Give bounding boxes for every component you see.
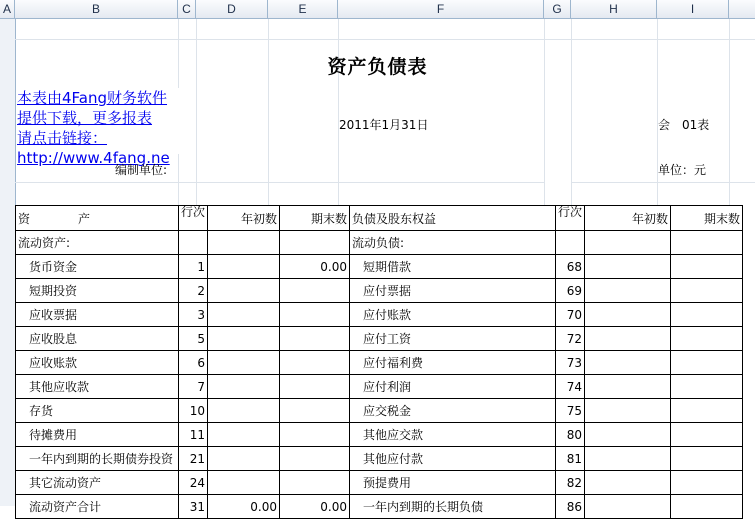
asset-name-cell[interactable]: 待摊费用 [16,423,179,447]
liability-begin-cell[interactable] [585,399,671,423]
liability-row-no-cell[interactable] [556,231,585,255]
asset-name-cell[interactable]: 应收账款 [16,351,179,375]
column-header-f[interactable]: F [338,0,544,18]
liability-end-cell[interactable] [671,231,743,255]
liability-end-cell[interactable] [671,423,743,447]
liability-end-cell[interactable] [671,279,743,303]
table-row [16,351,743,375]
table-row [16,471,743,495]
asset-begin-cell[interactable] [208,303,280,327]
asset-begin-cell[interactable] [208,351,280,375]
asset-name-cell[interactable]: 一年内到期的长期债券投资 [16,447,179,471]
liability-name-cell[interactable]: 应付账款 [350,303,556,327]
liability-begin-cell[interactable] [585,303,671,327]
gridline [338,19,339,205]
asset-begin-cell[interactable] [208,399,280,423]
header-end-2[interactable]: 期末数 [671,206,743,231]
asset-row-no-cell[interactable]: 1 [179,255,208,279]
unit-label: 单位：元 [658,163,707,177]
header-row-no[interactable]: 行次 [179,206,208,231]
asset-end-cell[interactable] [280,351,350,375]
asset-name-cell[interactable]: 其他应收款 [16,375,179,399]
liability-row-no-cell[interactable]: 68 [556,255,585,279]
balance-sheet-table [15,205,743,519]
asset-end-cell[interactable] [280,447,350,471]
liability-end-cell[interactable] [671,471,743,495]
table-row [16,423,743,447]
asset-end-cell[interactable] [280,231,350,255]
asset-row-no-cell[interactable]: 11 [179,423,208,447]
liability-row-no-cell[interactable]: 80 [556,423,585,447]
column-header-a[interactable]: A [0,0,15,18]
liability-end-cell[interactable] [671,399,743,423]
asset-name-cell[interactable]: 其它流动资产 [16,471,179,495]
asset-begin-cell[interactable] [208,471,280,495]
table-header-row [16,206,743,231]
asset-row-no-cell[interactable]: 6 [179,351,208,375]
header-begin[interactable]: 年初数 [208,206,280,231]
liability-name-cell[interactable]: 应交税金 [350,399,556,423]
asset-row-no-cell[interactable]: 24 [179,471,208,495]
form-label: 会 [658,118,671,132]
asset-begin-cell[interactable] [208,279,280,303]
table-row [16,495,743,519]
liability-row-no-cell[interactable]: 74 [556,375,585,399]
column-header-bar [0,0,755,19]
page-title: 资产负债表 [327,56,428,78]
liability-end-cell[interactable] [671,303,743,327]
asset-row-no-cell[interactable]: 21 [179,447,208,471]
asset-end-cell[interactable] [280,423,350,447]
liability-name-cell[interactable]: 其他应交款 [350,423,556,447]
gridline [196,19,197,205]
asset-end-cell[interactable]: 0.00 [280,495,350,519]
table-row [16,279,743,303]
liability-name-cell[interactable]: 预提费用 [350,471,556,495]
liability-name-cell[interactable]: 应付福利费 [350,351,556,375]
liability-name-cell[interactable]: 应付利润 [350,375,556,399]
asset-end-cell[interactable] [280,471,350,495]
asset-row-no-cell[interactable]: 31 [179,495,208,519]
blank-cell-area [545,88,571,204]
asset-row-no-cell[interactable]: 2 [179,279,208,303]
asset-begin-cell[interactable] [208,447,280,471]
asset-end-cell[interactable] [280,375,350,399]
liability-name-cell[interactable]: 流动负债: [350,231,556,255]
header-liabilities[interactable]: 负债及股东权益 [350,206,556,231]
asset-end-cell[interactable] [280,279,350,303]
asset-name-cell[interactable]: 货币资金 [16,255,179,279]
liability-end-cell[interactable] [671,327,743,351]
table-row [16,399,743,423]
gridline [571,19,572,205]
asset-begin-cell[interactable] [208,327,280,351]
column-header-h[interactable]: H [571,0,657,18]
liability-name-cell[interactable]: 短期借款 [350,255,556,279]
report-date: 2011年1月31日 [339,118,429,132]
table-row [16,327,743,351]
asset-name-cell[interactable]: 流动资产合计 [16,495,179,519]
gridline [268,19,269,205]
asset-row-no-cell[interactable]: 7 [179,375,208,399]
liability-begin-cell[interactable] [585,495,671,519]
liability-begin-cell[interactable] [585,231,671,255]
column-header-b[interactable]: B [15,0,178,18]
table-row [16,375,743,399]
liability-begin-cell[interactable] [585,279,671,303]
asset-row-no-cell[interactable]: 5 [179,327,208,351]
asset-row-no-cell[interactable]: 3 [179,303,208,327]
liability-begin-cell[interactable] [585,447,671,471]
liability-begin-cell[interactable] [585,327,671,351]
column-header-i[interactable]: I [657,0,729,18]
column-header-e[interactable]: E [268,0,338,18]
liability-name-cell[interactable]: 应付工资 [350,327,556,351]
liability-row-no-cell[interactable]: 72 [556,327,585,351]
asset-end-cell[interactable]: 0.00 [280,255,350,279]
asset-end-cell[interactable] [280,327,350,351]
header-assets[interactable]: 资 产 [16,206,179,231]
column-header-c[interactable]: C [178,0,196,18]
column-header-d[interactable]: D [196,0,268,18]
liability-row-no-cell[interactable]: 82 [556,471,585,495]
gridline [15,39,755,40]
liability-row-no-cell[interactable]: 81 [556,447,585,471]
asset-name-cell[interactable]: 应收股息 [16,327,179,351]
asset-begin-cell[interactable] [208,375,280,399]
liability-row-no-cell[interactable]: 73 [556,351,585,375]
liability-end-cell[interactable] [671,255,743,279]
liability-begin-cell[interactable] [585,351,671,375]
asset-end-cell[interactable] [280,303,350,327]
table-row [16,231,743,255]
liability-end-cell[interactable] [671,375,743,399]
liability-end-cell[interactable] [671,495,743,519]
asset-row-no-cell[interactable]: 10 [179,399,208,423]
asset-name-cell[interactable]: 存货 [16,399,179,423]
column-header-j[interactable] [729,0,755,18]
liability-name-cell[interactable]: 一年内到期的长期负债 [350,495,556,519]
liability-row-no-cell[interactable]: 86 [556,495,585,519]
asset-name-cell[interactable]: 短期投资 [16,279,179,303]
asset-name-cell[interactable]: 流动资产: [16,231,179,255]
liability-name-cell[interactable]: 其他应付款 [350,447,556,471]
liability-row-no-cell[interactable]: 70 [556,303,585,327]
table-row [16,255,743,279]
asset-begin-cell[interactable] [208,231,280,255]
download-link-line-2[interactable]: 提供下载，更多报表 [17,109,153,127]
download-link-line-3[interactable]: 请点击链接： [17,129,108,147]
download-link-line-4[interactable]: http://www.4fang.ne [17,149,170,167]
liability-begin-cell[interactable] [585,255,671,279]
asset-begin-cell[interactable]: 0.00 [208,495,280,519]
header-begin-2[interactable]: 年初数 [585,206,671,231]
asset-name-cell[interactable]: 应收票据 [16,303,179,327]
liability-row-no-cell[interactable]: 69 [556,279,585,303]
asset-row-no-cell[interactable] [179,231,208,255]
table-row [16,447,743,471]
liability-end-cell[interactable] [671,351,743,375]
gridline [15,182,755,183]
header-row-no-2[interactable]: 行次 [556,206,585,231]
liability-row-no-cell[interactable]: 75 [556,399,585,423]
table-row [16,303,743,327]
compiler-label: 编制单位: [115,163,168,177]
liability-begin-cell[interactable] [585,375,671,399]
liability-begin-cell[interactable] [585,471,671,495]
form-code: 01表 [682,118,710,132]
asset-begin-cell[interactable] [208,255,280,279]
column-header-g[interactable]: G [544,0,571,18]
download-link-line-1[interactable]: 本表由4Fang财务软件 [17,89,168,107]
header-end[interactable]: 期末数 [280,206,350,231]
liability-begin-cell[interactable] [585,423,671,447]
liability-end-cell[interactable] [671,447,743,471]
asset-end-cell[interactable] [280,399,350,423]
liability-name-cell[interactable]: 应付票据 [350,279,556,303]
asset-begin-cell[interactable] [208,423,280,447]
row-header-strip[interactable] [0,19,16,506]
download-link-cell[interactable] [17,88,179,167]
